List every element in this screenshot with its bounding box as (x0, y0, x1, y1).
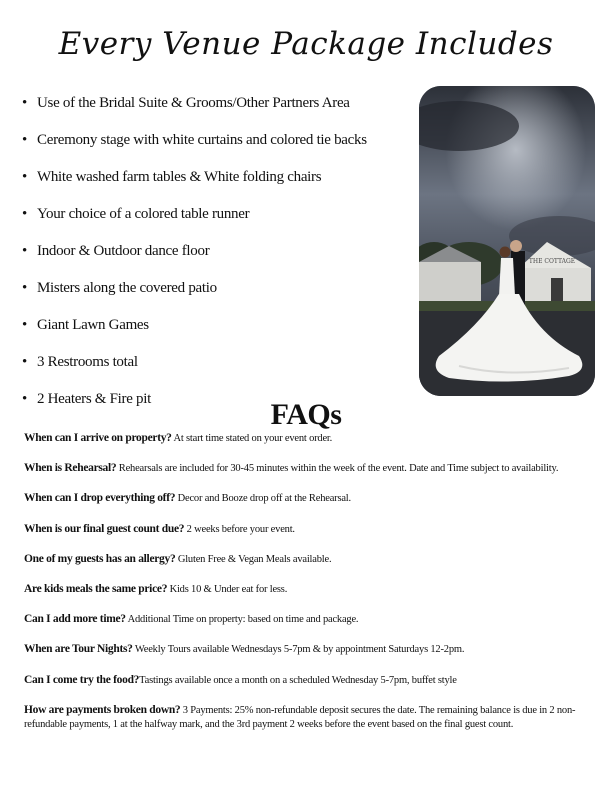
faq-question: How are payments broken down? (24, 703, 181, 716)
faq-question: One of my guests has an allergy? (24, 552, 176, 565)
faq-item (24, 582, 590, 597)
list-item: • Use of the Bridal Suite & Grooms/Other Partners Area (22, 92, 402, 129)
faq-answer: 3 Payments: 25% non-refundable deposit secures the date. The remaining balance is due in 2 non-refundable payments, 1 at the halfway mark, and the 3rd payment 2 weeks before the event based on the final guest count. (24, 704, 576, 730)
faq-answer: Additional Time on property: based on time and package. (125, 614, 359, 626)
faq-list (24, 431, 590, 747)
faq-question: When are Tour Nights? (24, 643, 133, 656)
faq-question: Can I add more time? (24, 613, 126, 626)
list-item: • 3 Restrooms total (22, 351, 402, 388)
list-item: • Giant Lawn Games (22, 314, 402, 351)
wedding-photo (419, 86, 595, 396)
package-includes-list (22, 92, 402, 425)
list-item: • White washed farm tables & White folding chairs (22, 166, 402, 203)
faq-question: Can I come try the food? (24, 673, 140, 686)
faq-item (24, 612, 590, 627)
list-item: • Your choice of a colored table runner (22, 203, 402, 240)
faq-question: Are kids meals the same price? (24, 582, 168, 595)
faq-item (24, 461, 590, 476)
faq-answer: Kids 10 & Under eat for less. (167, 583, 288, 595)
faq-item (24, 491, 590, 506)
faq-question: When is our final guest count due? (24, 522, 185, 535)
faq-answer: Weekly Tours available Wednesdays 5-7pm & by appointment Saturdays 12-2pm. (132, 644, 465, 656)
list-item: • 2 Heaters & Fire pit (22, 388, 402, 425)
faq-answer: Tastings available once a month on a scheduled Wednesday 5-7pm, buffet style (139, 674, 457, 686)
list-item: • Ceremony stage with white curtains and colored tie backs (22, 129, 402, 166)
faq-answer: 2 weeks before your event. (184, 523, 295, 535)
faq-answer: Decor and Booze drop off at the Rehearsal. (175, 493, 351, 505)
list-item: • Misters along the covered patio (22, 277, 402, 314)
cottage-sign: THE COTTAGE (528, 258, 576, 265)
wedding-photo-illustration (419, 86, 595, 396)
faq-answer: At start time stated on your event order. (171, 433, 333, 444)
faq-answer: Rehearsals are included for 30-45 minutes within the week of the event. Date and Time subject to availability. (116, 463, 559, 475)
faq-item (24, 642, 590, 657)
faq-item (24, 522, 590, 537)
faq-question: When can I arrive on property? (24, 432, 172, 444)
list-item: • Indoor & Outdoor dance floor (22, 240, 402, 277)
faq-question: When is Rehearsal? (24, 462, 117, 475)
faq-item (24, 552, 590, 567)
faq-item (24, 431, 590, 446)
faqs-heading: FAQs (270, 398, 342, 431)
faq-item (24, 673, 590, 688)
page-title: Every Venue Package Includes (58, 26, 554, 62)
faq-question: When can I drop everything off? (24, 492, 176, 505)
faq-answer: Gluten Free & Vegan Meals available. (175, 553, 332, 565)
faq-item (24, 703, 590, 732)
